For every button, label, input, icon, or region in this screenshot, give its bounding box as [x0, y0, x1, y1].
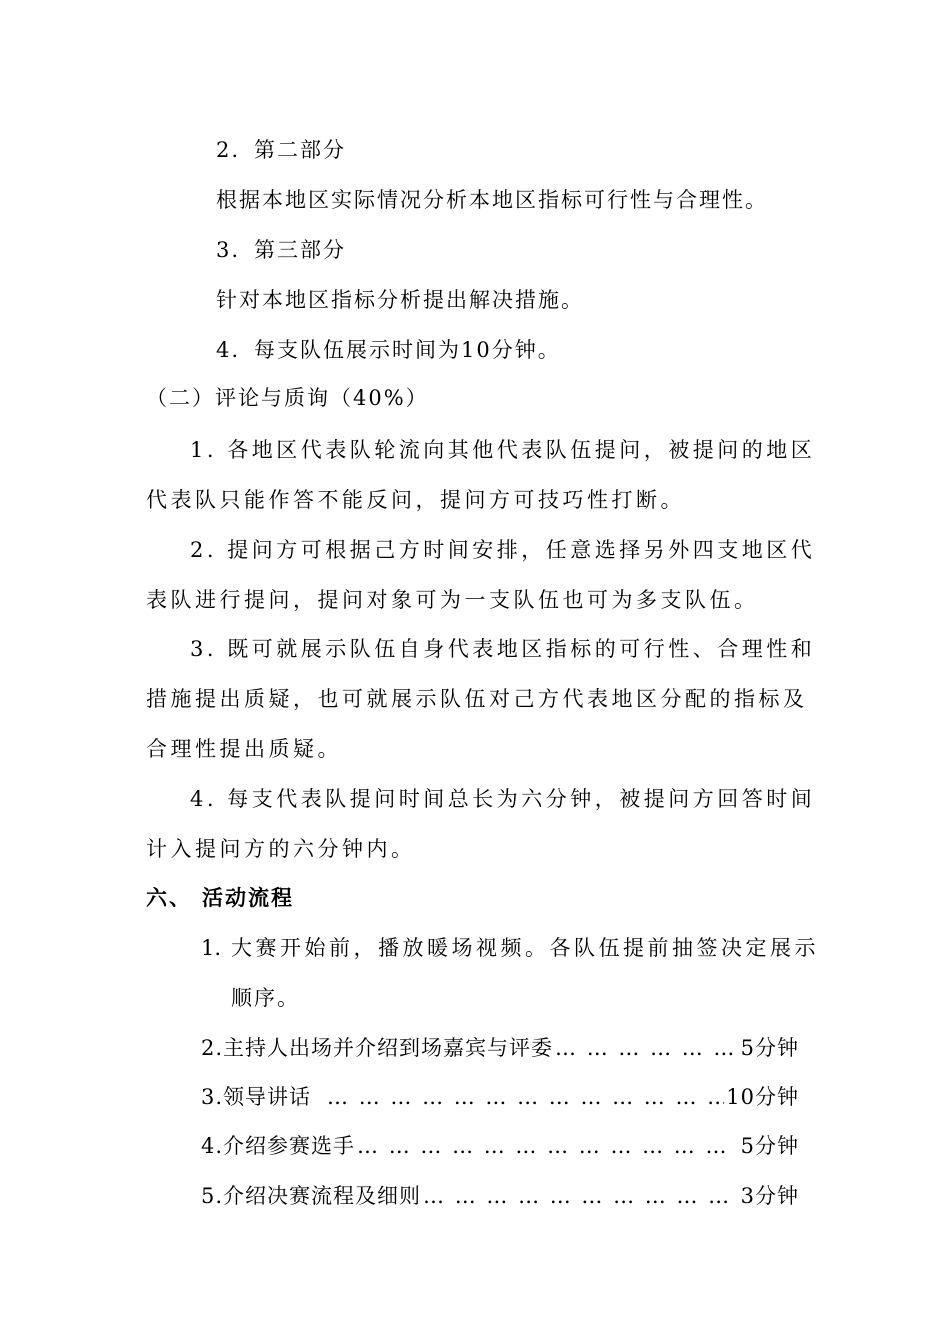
flow-text: 主持人出场并介绍到场嘉宾与评委	[223, 1036, 554, 1060]
flow-item	[201, 1082, 799, 1112]
rule-line: 表队进行提问，提问对象可为一支队伍也可为多支队伍。	[146, 588, 759, 612]
rule-line: 合理性提出质疑。	[146, 737, 342, 761]
part-title: 第二部分	[254, 138, 346, 162]
flow-number: 4.	[201, 1134, 224, 1158]
flow-item	[201, 1033, 799, 1063]
rule-line: 2. 提问方可根据己方时间安排，任意选择另外四支地区代	[190, 538, 816, 562]
flow-number: 2.	[201, 1036, 224, 1060]
flow-text: 大赛开始前，播放暖场视频。各队伍提前抽签决定展示	[231, 936, 819, 960]
section-heading-review: （二）评论与质询（40%）	[146, 386, 429, 410]
section-number: 六、	[146, 885, 192, 910]
dot-leader	[555, 1033, 739, 1063]
section-title: 活动流程	[202, 885, 294, 910]
rule-line: 1. 各地区代表队轮流向其他代表队伍提问，被提问的地区	[190, 438, 816, 462]
section-heading-flow	[146, 883, 294, 913]
dot-leader	[423, 1181, 739, 1211]
flow-duration: 5分钟	[740, 1134, 799, 1158]
part-number: 2.	[216, 138, 241, 162]
flow-text: 介绍参赛选手	[223, 1134, 356, 1158]
rule-line: 措施提出质疑，也可就展示队伍对己方代表地区分配的指标及	[146, 687, 808, 711]
flow-duration: 10分钟	[726, 1085, 799, 1109]
part-title: 第三部分	[254, 238, 346, 262]
flow-duration: 5分钟	[740, 1036, 799, 1060]
item-number: 4.	[216, 338, 241, 362]
flow-duration: 3分钟	[740, 1184, 799, 1208]
rule-line: 计入提问方的六分钟内。	[146, 837, 416, 861]
flow-item	[201, 1181, 799, 1211]
flow-text-continued: 顺序。	[231, 986, 300, 1010]
rule-line: 3. 既可就展示队伍自身代表地区指标的可行性、合理性和	[190, 637, 816, 661]
dot-leader	[357, 1131, 739, 1161]
flow-number: 3.	[201, 1085, 224, 1109]
flow-number: 5.	[201, 1184, 224, 1208]
part-description: 根据本地区实际情况分析本地区指标可行性与合理性。	[216, 188, 768, 212]
flow-text: 介绍决赛流程及细则	[223, 1184, 422, 1208]
part-heading	[216, 235, 346, 265]
part-heading	[216, 135, 346, 165]
display-time-item	[216, 335, 561, 365]
flow-number: 1.	[201, 936, 222, 960]
flow-item	[201, 933, 819, 963]
part-description: 针对本地区指标分析提出解决措施。	[216, 288, 584, 312]
flow-item	[201, 1131, 799, 1161]
dot-leader	[327, 1082, 724, 1112]
part-number: 3.	[216, 238, 241, 262]
rule-line: 4. 每支代表队提问时间总长为六分钟，被提问方回答时间	[190, 787, 816, 811]
item-text: 每支队伍展示时间为10分钟。	[254, 338, 561, 362]
rule-line: 代表队只能作答不能反问，提问方可技巧性打断。	[146, 488, 685, 512]
flow-text: 领导讲话	[223, 1085, 312, 1109]
